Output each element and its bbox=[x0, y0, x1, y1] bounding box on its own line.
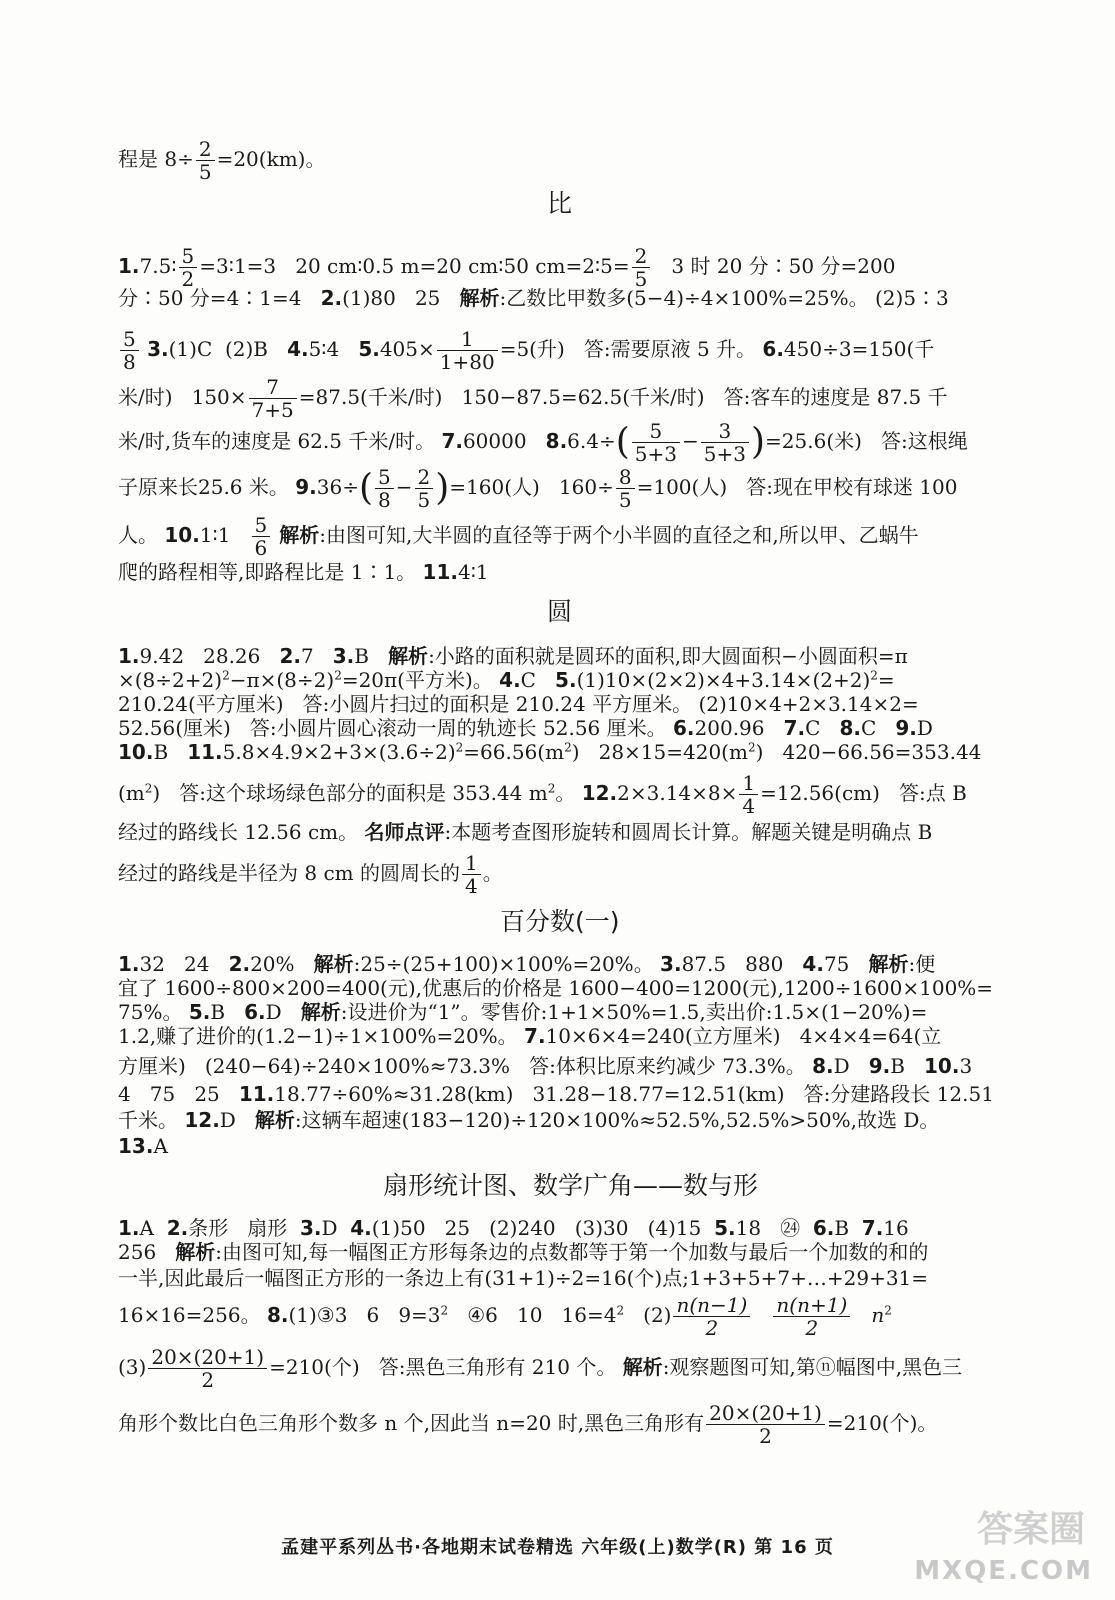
answer-line bbox=[118, 1294, 892, 1339]
frac-num: 7 bbox=[249, 376, 297, 399]
frac-den: 2 bbox=[201, 1368, 215, 1392]
text: 16 bbox=[883, 1216, 909, 1240]
answer-line bbox=[118, 1054, 972, 1078]
frac-den: 2 bbox=[805, 1316, 819, 1340]
text: =210(个) 答:黑色三角形有 210 个。 bbox=[269, 1355, 623, 1379]
text: =87.5(千米/时) 150−87.5=62.5(千米/时) 答:客车的速度是 87.5 千 bbox=[298, 385, 948, 409]
superscript: 2 bbox=[564, 740, 572, 755]
q-num: 4. bbox=[350, 1216, 372, 1240]
answer-line bbox=[118, 376, 948, 421]
fraction bbox=[249, 376, 297, 421]
q-num: 12. bbox=[184, 1108, 220, 1132]
q-num: 7. bbox=[861, 1216, 884, 1240]
text: ×(8÷2+2) bbox=[118, 668, 223, 692]
q-num: 2. bbox=[228, 952, 251, 976]
fraction bbox=[179, 245, 198, 290]
text: 米/时) 150× bbox=[118, 385, 247, 409]
text: 75%。 bbox=[118, 1000, 189, 1024]
frac-den: 6 bbox=[254, 536, 268, 560]
q-num: 2. bbox=[166, 1216, 189, 1240]
text: :小路的面积就是圆环的面积,即大圆面积−小圆面积=π bbox=[428, 644, 908, 668]
text: (2) bbox=[624, 1303, 672, 1327]
text: B bbox=[210, 1000, 245, 1024]
text: =12.56(cm) 答:点 B bbox=[760, 781, 967, 805]
text: C bbox=[520, 668, 556, 692]
superscript: 2 bbox=[144, 781, 153, 796]
q-num: 6. bbox=[244, 1000, 266, 1024]
text: 爬的路程相等,即路程比是 1∶1。 bbox=[118, 560, 423, 584]
fraction bbox=[701, 420, 749, 465]
text: D bbox=[219, 1108, 255, 1132]
analysis-label: 解析 bbox=[868, 952, 909, 976]
frac-den: 5 bbox=[417, 488, 431, 512]
frac-num: n(n−1) bbox=[673, 1294, 750, 1317]
answer-line bbox=[118, 514, 919, 559]
q-num: 5. bbox=[555, 668, 577, 692]
frac-den: 5 bbox=[634, 267, 648, 291]
answer-line bbox=[118, 668, 895, 692]
q-num: 2. bbox=[320, 286, 343, 310]
frac-num: 2 bbox=[632, 245, 651, 268]
text: n bbox=[871, 1303, 885, 1327]
frac-num: 5 bbox=[375, 466, 394, 489]
text: 3 时 20 分∶50 分=200 bbox=[652, 254, 896, 278]
text: (m bbox=[118, 781, 145, 805]
watermark-url: MXQE.COM bbox=[914, 1556, 1093, 1586]
text: =210(个)。 bbox=[826, 1411, 938, 1435]
q-num: 9. bbox=[895, 716, 917, 740]
superscript: 2 bbox=[616, 1303, 625, 1318]
text: 256 bbox=[118, 1240, 176, 1264]
analysis-label: 解析 bbox=[313, 952, 354, 976]
section-title-circle: 圆 bbox=[547, 597, 573, 626]
text: 5.8×4.9×2+3×(3.6÷2) bbox=[222, 740, 456, 764]
analysis-label: 解析 bbox=[388, 644, 429, 668]
text: :由图可知,每一幅图正方形每条边的点数都等于第一个加数与最后一个加数的和的 bbox=[215, 1240, 929, 1264]
q-num: 2. bbox=[279, 644, 301, 668]
answer-line bbox=[118, 716, 933, 740]
q-num: 4. bbox=[287, 337, 309, 361]
frac-den: 1+80 bbox=[439, 350, 495, 374]
frac-den: 4 bbox=[464, 874, 478, 898]
text: =66.56(m bbox=[463, 740, 565, 764]
section-title-pie-chart: 扇形统计图、数学广角——数与形 bbox=[383, 1171, 759, 1200]
answer-line: 米/时,货车的速度是 62.5 千米/时。 7.60000 8.6.4÷( $\frac{5}{5+3}$ − $\frac{3}{5+3}$ )=25.6(米) 答:这根绳 bbox=[118, 419, 968, 466]
frac-den: 5+3 bbox=[703, 442, 746, 466]
text: :乙数比甲数多(5−4)÷4×100%=25%。 (2)5∶3 bbox=[499, 286, 949, 310]
answer-line bbox=[118, 1000, 927, 1024]
text: 经过的路线长 12.56 cm。 bbox=[118, 820, 365, 844]
frac-num: 3 bbox=[701, 420, 749, 443]
text: 分∶50 分=4∶1=4 bbox=[118, 286, 321, 310]
fraction bbox=[252, 514, 271, 559]
text: :本题考查图形旋转和圆周长计算。解题关键是明确点 B bbox=[444, 820, 933, 844]
text: ) 420−66.56=353.44 bbox=[755, 740, 982, 764]
text: 87.5 880 bbox=[681, 952, 803, 976]
text: 405× bbox=[379, 337, 435, 361]
q-num: 1. bbox=[118, 1216, 140, 1240]
frac-den: 2 bbox=[181, 267, 195, 291]
fraction bbox=[706, 1402, 825, 1447]
text: A bbox=[153, 1134, 168, 1158]
frac-num: 5 bbox=[120, 328, 139, 351]
text: 一半,因此最后一幅图正方形的一条边上有(31+1)÷2=16(个)点;1+3+5+7+…+29+31= bbox=[118, 1266, 929, 1290]
text: 1∶1 bbox=[199, 523, 250, 547]
q-num: 10. bbox=[164, 523, 200, 547]
text: =20(km)。 bbox=[216, 147, 326, 171]
text: 程是 8÷ bbox=[118, 147, 194, 171]
q-num: 9. bbox=[295, 475, 317, 499]
text: 2×3.14×8× bbox=[617, 781, 738, 805]
fraction bbox=[196, 138, 215, 183]
text: 7 bbox=[300, 644, 333, 668]
answer-line bbox=[118, 1082, 994, 1106]
frac-num: 5 bbox=[632, 420, 680, 443]
text: ) 答:这个球场绿色部分的面积是 353.44 m bbox=[152, 781, 548, 805]
page-footer: 孟建平系列丛书·各地期末试卷精选 六年级(上)数学(R) 第 16 页 bbox=[281, 1537, 834, 1558]
fraction bbox=[673, 1294, 750, 1339]
section-title-ratio: 比 bbox=[547, 189, 573, 218]
text: :便 bbox=[908, 952, 936, 976]
analysis-label: 解析 bbox=[175, 1240, 216, 1264]
q-num: 6. bbox=[812, 1216, 835, 1240]
q-num: 1. bbox=[118, 952, 140, 976]
q-num: 6. bbox=[762, 337, 784, 361]
q-num: 5. bbox=[188, 1000, 211, 1024]
text: 7.5∶ bbox=[139, 254, 177, 278]
text: =5(升) 答:需要原液 5 升。 bbox=[499, 337, 763, 361]
q-num: 11. bbox=[422, 560, 458, 584]
answer-line bbox=[118, 286, 949, 310]
text: 9.42 28.26 bbox=[139, 644, 280, 668]
analysis-label: 解析 bbox=[254, 1108, 295, 1132]
q-num: 4. bbox=[802, 952, 824, 976]
fraction bbox=[120, 328, 139, 373]
text: 36÷ bbox=[316, 475, 359, 499]
q-num: 5. bbox=[358, 337, 380, 361]
fraction bbox=[375, 466, 394, 511]
text: 20% bbox=[250, 952, 314, 976]
superscript: 2 bbox=[222, 668, 230, 683]
frac-num: n(n+1) bbox=[773, 1294, 850, 1317]
text: (1)50 25 (2)240 (3)30 (4)15 bbox=[371, 1216, 715, 1240]
text: ④6 10 16=4 bbox=[448, 1303, 617, 1327]
frac-den: 8 bbox=[378, 488, 391, 512]
superscript: 2 bbox=[747, 740, 756, 755]
fraction bbox=[739, 772, 758, 817]
text: :由图可知,大半圆的直径等于两个小半圆的直径之和,所以甲、乙蜗牛 bbox=[319, 523, 919, 547]
text: 32 24 bbox=[139, 952, 229, 976]
frac-num: 8 bbox=[616, 466, 635, 489]
text: 角形个数比白色三角形个数多 n 个,因此当 n=20 时,黑色三角形有 bbox=[118, 1411, 705, 1435]
analysis-label: 解析 bbox=[459, 286, 500, 310]
analysis-label: 解析 bbox=[272, 523, 320, 547]
text: =160(人) 160÷ bbox=[449, 475, 614, 499]
frac-den: 8 bbox=[123, 350, 136, 374]
text: =3∶1=3 20 cm∶0.5 m=20 cm∶50 cm=2∶5= bbox=[199, 254, 630, 278]
q-num: 12. bbox=[581, 781, 618, 805]
q-num: 8. bbox=[839, 716, 861, 740]
frac-den: 5+3 bbox=[634, 442, 678, 466]
q-num: 8. bbox=[266, 1303, 289, 1327]
frac-num: 1 bbox=[462, 852, 481, 875]
text: 18 ㉔ bbox=[735, 1216, 813, 1240]
q-num: 9. bbox=[868, 1054, 891, 1078]
text: 18.77÷60%≈31.28(km) 31.28−18.77=12.51(km) 答:分建路段长 12.51 bbox=[274, 1082, 994, 1106]
fraction bbox=[616, 466, 635, 511]
superscript: 2 bbox=[334, 668, 342, 683]
text: (1)10×(2×2)×4+3.14×(2+2) bbox=[576, 668, 871, 692]
text: (1)③3 6 9=3 bbox=[288, 1303, 441, 1327]
fraction bbox=[632, 420, 680, 465]
comment-label: 名师点评 bbox=[364, 820, 445, 844]
text: B bbox=[354, 644, 389, 668]
answer-line bbox=[118, 1402, 937, 1447]
text: =100(人) 答:现在甲校有球迷 100 bbox=[636, 475, 958, 499]
answer-line bbox=[118, 772, 967, 817]
text: = bbox=[877, 668, 895, 692]
text: :设进价为“1”。零售价:1+1×50%=1.5,卖出价:1.5×(1−20%)= bbox=[340, 1000, 928, 1024]
text: 16×16=256。 bbox=[118, 1303, 267, 1327]
frac-num: 1 bbox=[437, 328, 498, 351]
q-num: 3. bbox=[332, 644, 355, 668]
answer-line: 子原来长25.6 米。 9.36÷( $\frac{5}{8}$ − $\frac{2}{5}$ )=160(人) 160÷ $\frac{8}{5}$ =100(人) 答:现在甲校有球迷 100 bbox=[118, 465, 958, 512]
q-num: 7. bbox=[524, 1024, 546, 1048]
fraction bbox=[415, 466, 434, 511]
q-num: 3. bbox=[147, 337, 169, 361]
text: 450÷3=150(千 bbox=[783, 337, 935, 361]
answer-line bbox=[118, 820, 932, 844]
text: 。 bbox=[482, 861, 503, 885]
q-num: 7. bbox=[783, 716, 806, 740]
answer-line bbox=[118, 740, 981, 764]
q-num: 5. bbox=[714, 1216, 736, 1240]
text: 1.2,赚了进价的(1.2−1)÷1×100%=20%。 bbox=[118, 1024, 525, 1048]
q-num: 7. bbox=[441, 429, 463, 453]
answer-line bbox=[118, 976, 993, 1000]
frac-num: 5 bbox=[252, 514, 271, 537]
text: 条形 扇形 bbox=[188, 1216, 300, 1240]
text: 千米。 bbox=[118, 1108, 185, 1132]
text: ) 28×15=420(m bbox=[571, 740, 748, 764]
superscript: 2 bbox=[884, 1303, 892, 1318]
frac-num: 1 bbox=[739, 772, 758, 795]
text: =25.6(米) 答:这根绳 bbox=[765, 429, 968, 453]
text: 4 75 25 bbox=[118, 1082, 239, 1106]
text: D bbox=[833, 1054, 869, 1078]
superscript: 2 bbox=[455, 740, 464, 755]
text: =20π(平方米)。 bbox=[341, 668, 500, 692]
answer-line bbox=[118, 1240, 928, 1264]
text: 经过的路线是半径为 8 cm 的圆周长的 bbox=[118, 861, 460, 885]
text: 子原来长25.6 米。 bbox=[118, 475, 296, 499]
answer-line bbox=[118, 1024, 941, 1048]
text: 6.4÷ bbox=[567, 429, 616, 453]
fraction bbox=[148, 1346, 267, 1391]
frac-den: 5 bbox=[198, 160, 212, 184]
text: 10×6×4=240(立方厘米) 4×4×4=64(立 bbox=[545, 1024, 942, 1048]
answer-line bbox=[118, 952, 935, 976]
text: 方厘米) (240−64)÷240×100%≈73.3% 答:体积比原来约减少 73.3%。 bbox=[118, 1054, 813, 1078]
text: 75 bbox=[823, 952, 869, 976]
answer-line bbox=[118, 1216, 909, 1240]
frac-num: 5 bbox=[179, 245, 198, 268]
text: 宜了 1600÷800×200=400(元),优惠后的价格是 1600−400=1200(元),1200÷1600×100%= bbox=[118, 976, 994, 1000]
answer-line bbox=[118, 644, 908, 668]
text: B bbox=[153, 740, 188, 764]
frac-den: 4 bbox=[742, 794, 756, 818]
text: 52.56(厘米) 答:小圆片圆心滚动一周的轨迹长 52.56 厘米。 bbox=[118, 716, 673, 740]
answer-line bbox=[118, 692, 919, 716]
text: B bbox=[834, 1216, 862, 1240]
text: 5∶4 bbox=[308, 337, 359, 361]
q-num: 8. bbox=[545, 429, 568, 453]
text: (3) bbox=[118, 1355, 147, 1379]
text: (1)80 25 bbox=[342, 286, 460, 310]
frac-den: 5 bbox=[618, 488, 632, 512]
q-num: 11. bbox=[187, 740, 223, 764]
text: :观察题图可知,第ⓝ幅图中,黑色三 bbox=[662, 1355, 963, 1379]
fraction bbox=[632, 245, 651, 290]
answer-line bbox=[118, 852, 503, 897]
frac-num: 2 bbox=[415, 466, 434, 489]
q-num: 10. bbox=[118, 740, 154, 764]
text: 200.96 bbox=[694, 716, 784, 740]
q-num: 6. bbox=[673, 716, 695, 740]
q-num: 3. bbox=[660, 952, 682, 976]
q-num: 8. bbox=[812, 1054, 834, 1078]
q-num: 1. bbox=[118, 254, 140, 278]
superscript: 2 bbox=[870, 668, 878, 683]
text: D bbox=[916, 716, 933, 740]
text: 210.24(平方厘米) 答:小圆片扫过的面积是 210.24 平方厘米。 (2)10×4+2×3.14×2= bbox=[118, 692, 919, 716]
superscript: 2 bbox=[547, 781, 556, 796]
frac-den: 2 bbox=[705, 1316, 719, 1340]
text: D bbox=[265, 1000, 301, 1024]
answer-line bbox=[118, 1134, 168, 1158]
analysis-label: 解析 bbox=[622, 1355, 663, 1379]
answer-line bbox=[118, 245, 895, 290]
fraction bbox=[773, 1294, 850, 1339]
frac-num: 2 bbox=[196, 138, 215, 161]
section-title-percent: 百分数(一) bbox=[500, 907, 620, 936]
answer-line bbox=[118, 1266, 928, 1290]
text: C bbox=[860, 716, 896, 740]
frac-num: 20×(20+1) bbox=[148, 1346, 267, 1369]
answer-line bbox=[118, 1108, 939, 1132]
q-num: 11. bbox=[238, 1082, 275, 1106]
fraction bbox=[462, 852, 481, 897]
q-num: 13. bbox=[118, 1134, 154, 1158]
q-num: 4. bbox=[499, 668, 521, 692]
q-num: 1. bbox=[118, 644, 140, 668]
text: −π×(8÷2) bbox=[229, 668, 335, 692]
answer-line bbox=[118, 560, 489, 584]
q-num: 10. bbox=[924, 1054, 960, 1078]
text: 。 bbox=[555, 781, 582, 805]
text: B bbox=[890, 1054, 925, 1078]
frac-den: 2 bbox=[759, 1424, 772, 1448]
text: 米/时,货车的速度是 62.5 千米/时。 bbox=[118, 429, 442, 453]
text: 4∶1 bbox=[457, 560, 489, 584]
superscript: 2 bbox=[440, 1303, 449, 1318]
text: A bbox=[139, 1216, 167, 1240]
frac-num: 20×(20+1) bbox=[706, 1402, 825, 1425]
answer-line bbox=[118, 328, 934, 373]
frac-den: 7+5 bbox=[251, 398, 294, 422]
text: C bbox=[805, 716, 840, 740]
answer-line bbox=[118, 1346, 962, 1391]
q-num: 3. bbox=[300, 1216, 322, 1240]
text: (1)C (2)B bbox=[168, 337, 288, 361]
text: :25÷(25+100)×100%=20%。 bbox=[353, 952, 661, 976]
analysis-label: 解析 bbox=[300, 1000, 341, 1024]
text: :这辆车超速(183−120)÷120×100%≈52.5%,52.5%>50%,故选 D。 bbox=[294, 1108, 940, 1132]
text: D bbox=[321, 1216, 351, 1240]
text: 60000 bbox=[462, 429, 546, 453]
fraction bbox=[437, 328, 498, 373]
text: 3 bbox=[959, 1054, 973, 1078]
watermark-logo: 答案圈 bbox=[976, 1509, 1085, 1550]
intro-line bbox=[118, 138, 325, 183]
text: 人。 bbox=[118, 523, 165, 547]
